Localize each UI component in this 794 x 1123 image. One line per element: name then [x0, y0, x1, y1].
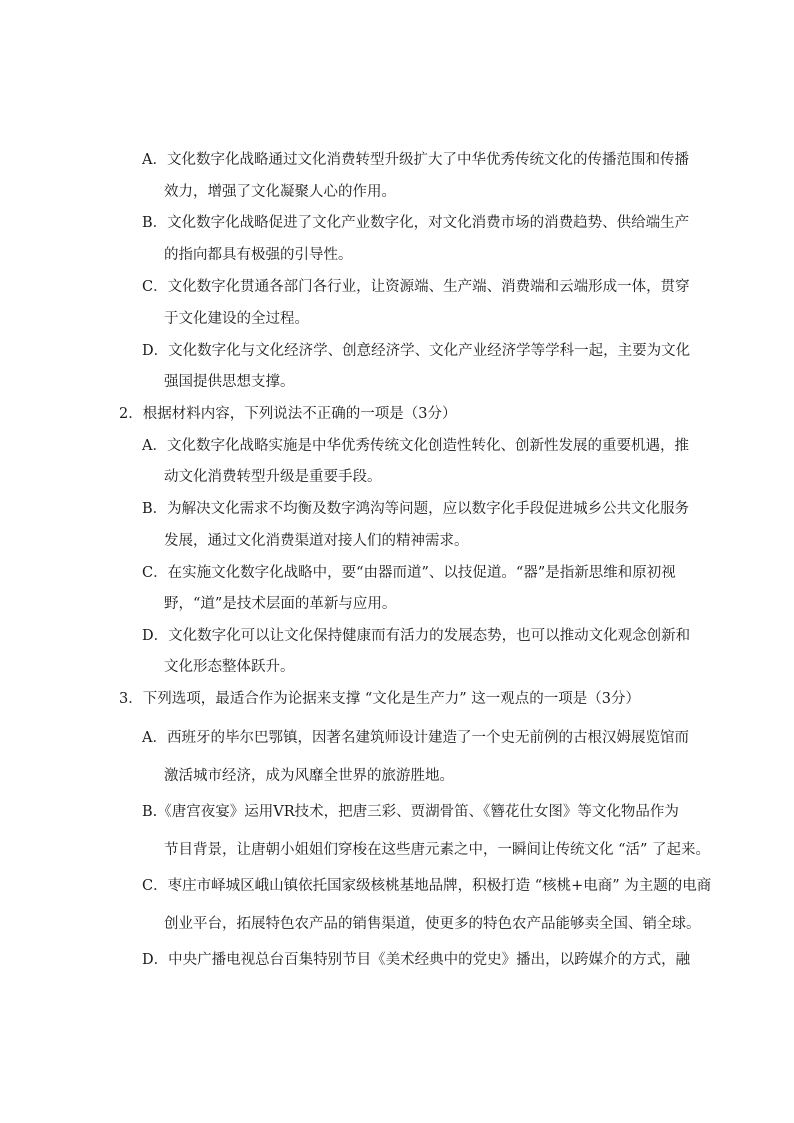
q1-option-b-line2: 的指向都具有极强的引导性。: [164, 247, 353, 263]
q2-option-d-line2: 文化形态整体跃升。: [164, 659, 295, 675]
q2-option-a-line1: A．文化数字化战略实施是中华优秀传统文化创造性转化、创新性发展的重要机遇，推: [142, 438, 689, 454]
q3-option-a-line2: 激活城市经济，成为风靡全世界的旅游胜地。: [164, 768, 454, 784]
q1-option-d-line2: 强国提供思想支撑。: [164, 374, 295, 390]
q1-option-a-line2: 效力，增强了文化凝聚人心的作用。: [164, 184, 396, 200]
q2-option-c-line1: C．在实施文化数字化战略中，要“由器而道”、以技促道。“器”是指新思维和原初视: [142, 565, 676, 581]
q3-option-b-line2: 节目背景，让唐朝小姐姐们穿梭在这些唐元素之中，一瞬间让传统文化 “活” 了起来。: [164, 842, 711, 858]
q2-option-b-line2: 发展，通过文化消费渠道对接人们的精神需求。: [164, 533, 469, 549]
q3-option-c-line1: C．枣庄市峄城区峨山镇依托国家级核桃基地品牌，积极打造 “核桃+电商” 为主题的电商: [142, 878, 712, 894]
q2-option-d-line1: D．文化数字化可以让文化保持健康而有活力的发展态势，也可以推动文化观念创新和: [142, 628, 691, 644]
q1-option-c-line2: 于文化建设的全过程。: [164, 311, 309, 327]
q1-option-b-line1: B．文化数字化战略促进了文化产业数字化，对文化消费市场的消费趋势、供给端生产: [142, 215, 690, 231]
q1-option-c-line1: C．文化数字化贯通各部门各行业，让资源端、生产端、消费端和云端形成一体，贯穿: [142, 279, 690, 295]
q3-option-b-line1: B.《唐宫夜宴》运用VR技术，把唐三彩、贾湖骨笛、《簪花仕女图》等文化物品作为: [142, 804, 679, 820]
q2-option-a-line2: 动文化消费转型升级是重要手段。: [164, 469, 382, 485]
q2-option-b-line1: B．为解决文化需求不均衡及数字鸿沟等问题，应以数字化手段促进城乡公共文化服务: [142, 501, 690, 517]
q3-option-a-line1: A．西班牙的毕尔巴鄂镇，因著名建筑师设计建造了一个史无前例的古根汉姆展览馆而: [142, 730, 689, 746]
q2-option-c-line2: 野，“道”是技术层面的革新与应用。: [164, 596, 397, 612]
q1-option-d-line1: D．文化数字化与文化经济学、创意经济学、文化产业经济学等学科一起，主要为文化: [142, 343, 691, 359]
q3-stem: 3．下列选项，最适合作为论据来支撑 “文化是生产力” 这一观点的一项是（3分）: [119, 691, 640, 707]
q2-stem: 2．根据材料内容，下列说法不正确的一项是（3分）: [119, 406, 457, 422]
q1-option-a-line1: A．文化数字化战略通过文化消费转型升级扩大了中华优秀传统文化的传播范围和传播: [142, 152, 689, 168]
q3-option-c-line2: 创业平台，拓展特色农产品的销售渠道，使更多的特色农产品能够卖全国、销全球。: [164, 916, 701, 932]
q3-option-d-line1: D．中央广播电视总台百集特别节目《美术经典中的党史》播出，以跨媒介的方式，融: [142, 952, 691, 968]
